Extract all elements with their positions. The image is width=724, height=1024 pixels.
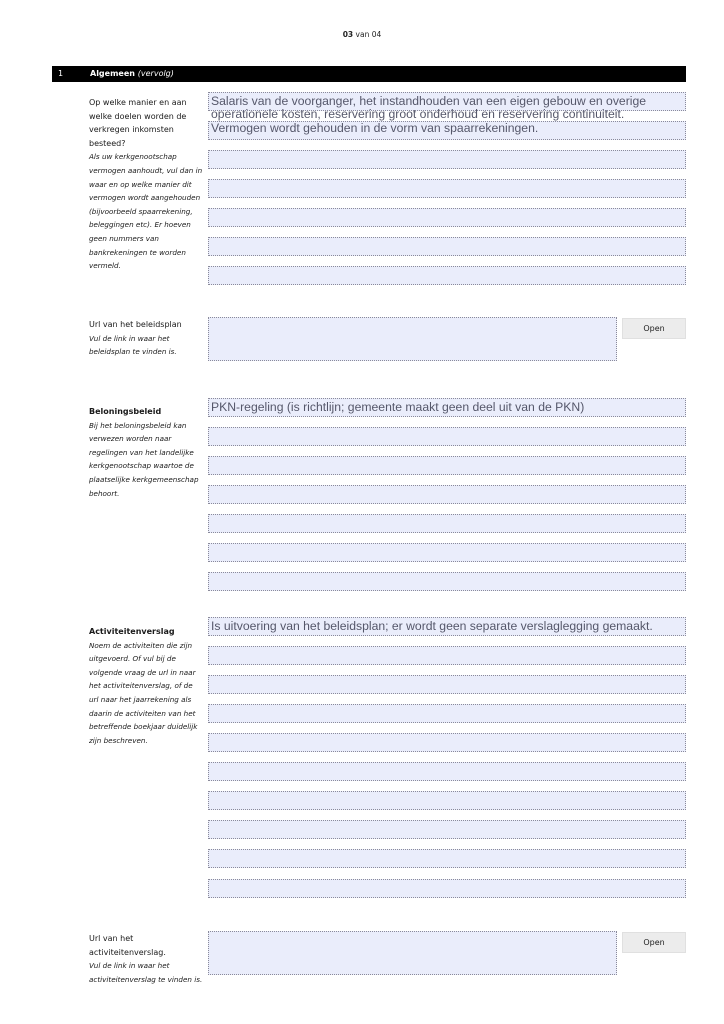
activiteitenverslag-field-10[interactable] [208, 879, 686, 898]
besteding-text-line-2: operationele kosten, reservering groot onderhoud en reservering continuiteit. [211, 107, 625, 121]
besteding-hint: Als uw kerkgenootschap vermogen aanhoudt, vul dan in waar en op welke manier dit vermogen wordt aangehouden (bijvoorbeeld spaarrekening, beleggingen etc). Er hoeven geen nummers van bankrekeningen te worden vermeld. [89, 152, 203, 271]
activiteitenverslag-field-3[interactable] [208, 675, 686, 694]
beloningsbeleid-field-6[interactable] [208, 543, 686, 562]
section-number: 1 [58, 69, 64, 78]
activiteitenverslag-field-2[interactable] [208, 646, 686, 665]
beloningsbeleid-field-4[interactable] [208, 485, 686, 504]
beleidsplan-url-hint: Vul de link in waar het beleidsplan te vinden is. [89, 333, 177, 357]
besteding-text-line-1: Salaris van de voorganger, het instandhouden van een eigen gebouw en overige [211, 94, 647, 108]
page-number [0, 30, 724, 39]
activiteitenverslag-url-input[interactable] [208, 931, 617, 975]
besteding-field-7[interactable] [208, 266, 686, 285]
beloningsbeleid-label [89, 405, 204, 500]
beloningsbeleid-text-line-1: PKN-regeling (is richtlijn; gemeente maakt geen deel uit van de PKN) [211, 400, 585, 414]
activiteitenverslag-url-label [89, 932, 204, 986]
section-title-text: Algemeen [90, 69, 135, 78]
activiteitenverslag-field-4[interactable] [208, 704, 686, 723]
activiteitenverslag-hint: Noem de activiteiten die zijn uitgevoerd. Of vul bij de volgende vraag de url in naar het activiteitenverslag, of de url naar het jaarrekening als daarin de activiteiten van het betreffende boekjaar duidelijk zijn beschreven. [89, 640, 198, 745]
section-subtitle: (vervolg) [137, 69, 174, 78]
beloningsbeleid-hint: Bij het beloningsbeleid kan verwezen worden naar regelingen van het landelijke kerkgenootschap waartoe de plaatselijke kerkgemeenschap behoort. [89, 420, 199, 498]
section-header [52, 66, 686, 82]
activiteitenverslag-label [89, 625, 204, 747]
besteding-field-4[interactable] [208, 179, 686, 198]
beleidsplan-url-input[interactable] [208, 317, 617, 361]
page-current: 03 [342, 30, 354, 39]
activiteitenverslag-open-button[interactable]: Open [622, 932, 686, 953]
activiteitenverslag-heading: Activiteitenverslag [89, 627, 175, 636]
beleidsplan-url-question: Url van het beleidsplan [89, 320, 182, 329]
activiteitenverslag-text-line-1: Is uitvoering van het beleidsplan; er wordt geen separate verslaglegging gemaakt. [211, 619, 653, 633]
besteding-label [89, 96, 204, 273]
activiteitenverslag-url-question: Url van het activiteitenverslag. [89, 934, 166, 957]
beloningsbeleid-heading: Beloningsbeleid [89, 407, 162, 416]
besteding-text-line-3: Vermogen wordt gehouden in de vorm van spaarrekeningen. [211, 121, 539, 135]
besteding-field-3[interactable] [208, 150, 686, 169]
beloningsbeleid-field-2[interactable] [208, 427, 686, 446]
beleidsplan-url-label [89, 318, 204, 359]
activiteitenverslag-url-hint: Vul de link in waar het activiteitenverslag te vinden is. [89, 961, 203, 984]
besteding-field-5[interactable] [208, 208, 686, 227]
beloningsbeleid-field-7[interactable] [208, 572, 686, 591]
besteding-question: Op welke manier en aan welke doelen worden de verkregen inkomsten besteed? [89, 98, 187, 148]
activiteitenverslag-field-5[interactable] [208, 733, 686, 752]
activiteitenverslag-field-8[interactable] [208, 820, 686, 839]
beleidsplan-open-button[interactable]: Open [622, 318, 686, 339]
beloningsbeleid-field-3[interactable] [208, 456, 686, 475]
section-title [90, 69, 174, 78]
page-total: van 04 [355, 30, 382, 39]
activiteitenverslag-field-7[interactable] [208, 791, 686, 810]
activiteitenverslag-field-6[interactable] [208, 762, 686, 781]
activiteitenverslag-field-9[interactable] [208, 849, 686, 868]
beloningsbeleid-field-5[interactable] [208, 514, 686, 533]
besteding-field-6[interactable] [208, 237, 686, 256]
